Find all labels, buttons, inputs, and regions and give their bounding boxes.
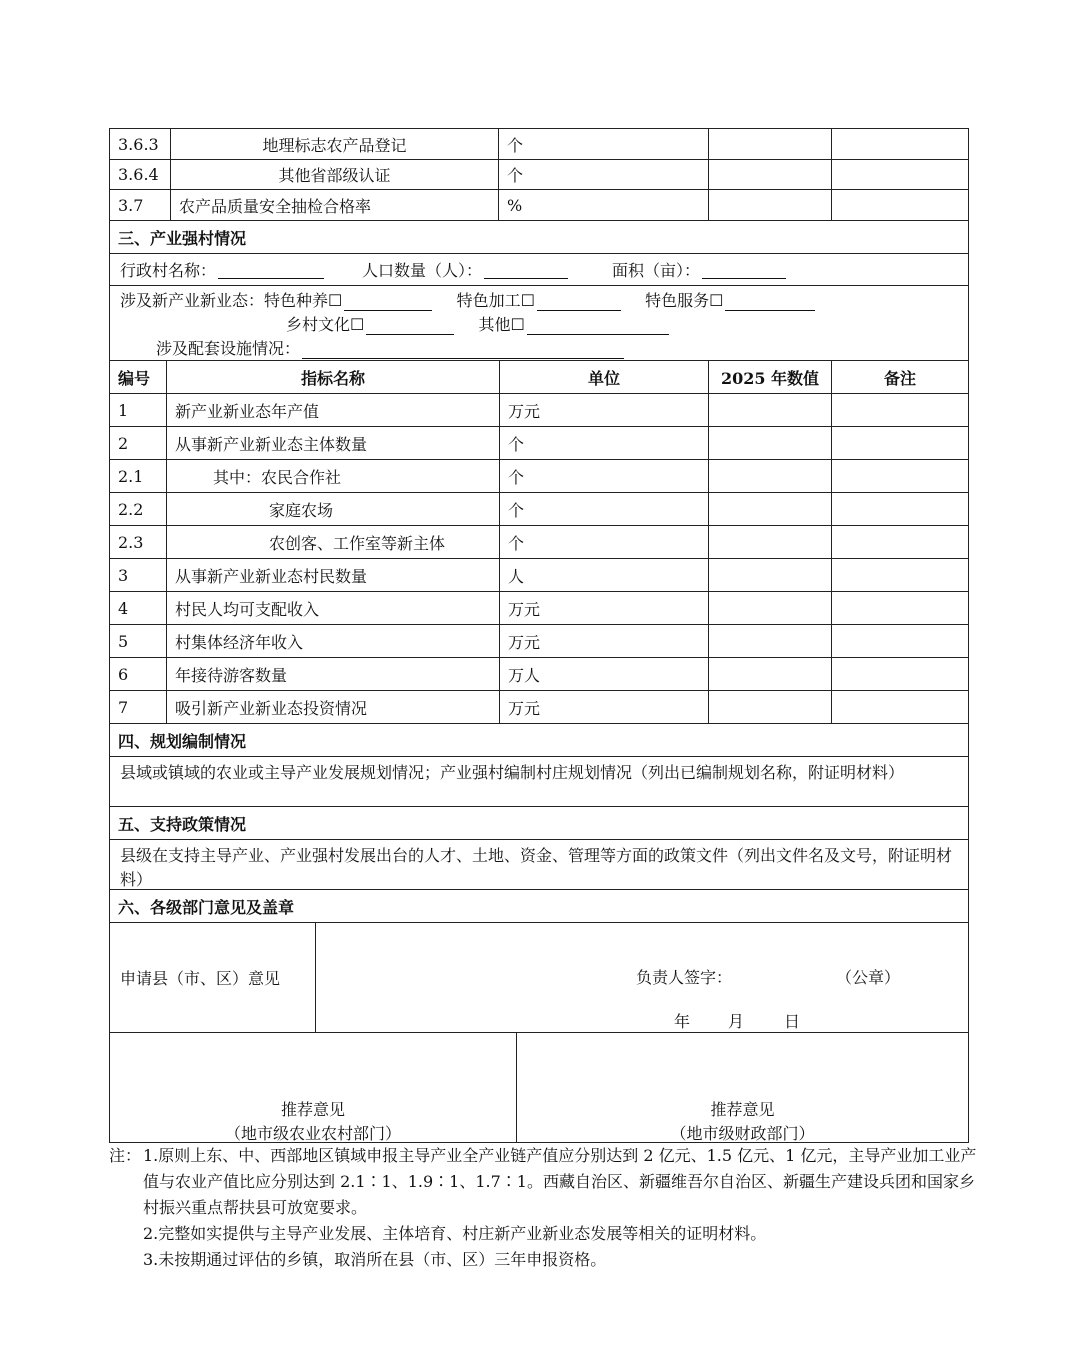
header-value: 2025 年数值 — [708, 361, 831, 393]
new-industry-block — [110, 286, 968, 361]
row-value[interactable] — [708, 559, 831, 591]
table-header — [110, 361, 968, 394]
row-unit: 个 — [499, 427, 708, 459]
row-value[interactable] — [708, 460, 831, 492]
row-note[interactable] — [831, 394, 968, 426]
section-title: 五、支持政策情况 — [118, 814, 247, 834]
row-value[interactable] — [708, 658, 831, 690]
header-code: 编号 — [118, 368, 151, 388]
date-year: 年 — [674, 1012, 691, 1031]
row-note[interactable] — [831, 526, 968, 558]
row-code: 7 — [118, 697, 129, 717]
row-value — [708, 160, 831, 189]
population-label: 人口数量（人）： — [362, 261, 483, 280]
row-note — [831, 160, 968, 189]
table-row — [110, 526, 968, 559]
facility-field[interactable] — [302, 340, 624, 359]
row-name: 农产品质量安全抽检合格率 — [170, 190, 498, 220]
processing-field[interactable] — [537, 292, 621, 311]
row-unit: 万元 — [499, 625, 708, 657]
section-4-header — [110, 724, 968, 757]
village-name-label: 行政村名称： — [120, 261, 217, 280]
row-value — [708, 190, 831, 220]
header-name: 指标名称 — [166, 361, 499, 393]
row-value[interactable] — [708, 427, 831, 459]
row-note[interactable] — [831, 559, 968, 591]
county-opinion-box[interactable] — [315, 923, 968, 1032]
row-unit: 万元 — [499, 394, 708, 426]
county-opinion-row — [110, 923, 968, 1033]
farming-field[interactable] — [344, 292, 432, 311]
section-text: 县域或镇域的农业或主导产业发展规划情况；产业强村编制村庄规划情况（列出已编制规划名称，附证明材料） — [120, 763, 905, 782]
row-name: 从事新产业新业态主体数量 — [166, 427, 499, 459]
section-title: 三、产业强村情况 — [118, 228, 247, 248]
table-row — [110, 427, 968, 460]
culture-field[interactable] — [366, 316, 454, 335]
row-note — [831, 190, 968, 220]
row-unit: 个 — [499, 526, 708, 558]
row-note[interactable] — [831, 592, 968, 624]
notes-label: 注： — [109, 1146, 142, 1165]
service-field[interactable] — [725, 292, 815, 311]
row-unit: % — [498, 190, 708, 220]
row-unit: 个 — [499, 493, 708, 525]
signature-label: 负责人签字： — [636, 968, 733, 987]
row-note[interactable] — [831, 658, 968, 690]
row-name: 其他省部级认证 — [170, 160, 498, 189]
row-name: 新产业新业态年产值 — [166, 394, 499, 426]
row-unit: 个 — [498, 129, 708, 159]
row-unit: 万元 — [499, 691, 708, 723]
row-unit: 万人 — [499, 658, 708, 690]
table-row — [110, 559, 968, 592]
row-code: 3 — [118, 565, 129, 585]
row-unit: 万元 — [499, 592, 708, 624]
opt-service[interactable]: 特色服务☐ — [645, 291, 724, 310]
table-row — [110, 129, 968, 160]
seal-label: （公章） — [836, 968, 901, 987]
row-unit: 个 — [498, 160, 708, 189]
row-code: 3.7 — [118, 195, 144, 215]
note-3: 3.未按期通过评估的乡镇，取消所在县（市、区）三年申报资格。 — [143, 1250, 607, 1269]
row-code: 1 — [118, 400, 129, 420]
table-row — [110, 691, 968, 724]
opt-processing[interactable]: 特色加工☐ — [456, 291, 535, 310]
row-name: 地理标志农产品登记 — [170, 129, 498, 159]
row-name: 村集体经济年收入 — [166, 625, 499, 657]
row-note[interactable] — [831, 427, 968, 459]
table-row — [110, 493, 968, 526]
note-2: 2.完整如实提供与主导产业发展、主体培育、村庄新产业新业态发展等相关的证明材料。 — [143, 1224, 767, 1243]
row-value[interactable] — [708, 526, 831, 558]
row-name: 吸引新产业新业态投资情况 — [166, 691, 499, 723]
county-opinion-label: 申请县（市、区）意见 — [120, 969, 281, 988]
notes — [109, 1143, 979, 1273]
section-text: 县级在支持主导产业、产业强村发展出台的人才、土地、资金、管理等方面的政策文件（列出文件名及文号，附证明材料） — [120, 846, 953, 889]
section-5-header — [110, 807, 968, 840]
row-note[interactable] — [831, 625, 968, 657]
area-label: 面积（亩）： — [612, 261, 701, 280]
row-note — [831, 129, 968, 159]
village-info-row — [110, 254, 968, 286]
row-code: 6 — [118, 664, 129, 684]
date-day: 日 — [784, 1012, 801, 1031]
rec2-dept: （地市级财政部门） — [670, 1124, 815, 1143]
table-row — [110, 394, 968, 427]
rec1-title: 推荐意见 — [280, 1100, 345, 1119]
header-note: 备注 — [831, 361, 968, 393]
opt-farming[interactable]: 特色种养☐ — [264, 291, 343, 310]
row-unit: 个 — [499, 460, 708, 492]
row-code: 2.3 — [118, 532, 144, 552]
agri-recommendation-box[interactable] — [110, 1033, 516, 1142]
rec1-dept: （地市级农业农村部门） — [224, 1124, 401, 1143]
table-row — [110, 460, 968, 493]
header-unit: 单位 — [499, 361, 708, 393]
row-code: 3.6.3 — [118, 134, 159, 154]
date-month: 月 — [728, 1012, 745, 1031]
row-note[interactable] — [831, 493, 968, 525]
section-title: 四、规划编制情况 — [118, 731, 247, 751]
opt-other[interactable]: 其他☐ — [478, 315, 525, 334]
table-row — [110, 592, 968, 625]
note-1: 1.原则上东、中、西部地区镇域申报主导产业全产业链产值应分别达到 2 亿元、1.5 亿元、1 亿元，主导产业加工业产值与农业产值比应分别达到 2.1∶1、1.9∶1、1.7∶1。西藏自治区、新疆维吾尔自治区、新疆生产建设兵团和国家乡村振兴重点帮扶县可放宽要求。 — [143, 1146, 977, 1217]
row-note[interactable] — [831, 460, 968, 492]
village-name-field[interactable] — [218, 260, 324, 279]
row-unit: 人 — [499, 559, 708, 591]
table-row — [110, 160, 968, 190]
row-value[interactable] — [708, 625, 831, 657]
row-code: 2 — [118, 433, 129, 453]
row-name: 农创客、工作室等新主体 — [166, 526, 499, 558]
facility-label: 涉及配套设施情况： — [156, 339, 301, 358]
table-row — [110, 190, 968, 221]
area-field[interactable] — [702, 260, 786, 279]
row-value — [708, 129, 831, 159]
finance-recommendation-box[interactable] — [516, 1033, 968, 1142]
table-row — [110, 658, 968, 691]
row-code: 3.6.4 — [118, 165, 159, 184]
row-name: 从事新产业新业态村民数量 — [166, 559, 499, 591]
section-6-header — [110, 890, 968, 923]
row-value[interactable] — [708, 592, 831, 624]
row-code: 2.1 — [118, 466, 144, 486]
other-field[interactable] — [527, 316, 669, 335]
section-title: 六、各级部门意见及盖章 — [118, 897, 295, 917]
row-code: 2.2 — [118, 499, 144, 519]
opt-culture[interactable]: 乡村文化☐ — [286, 315, 365, 334]
row-code: 4 — [118, 598, 129, 618]
row-value[interactable] — [708, 493, 831, 525]
row-name: 年接待游客数量 — [166, 658, 499, 690]
population-field[interactable] — [484, 260, 568, 279]
row-name: 其中：农民合作社 — [166, 460, 499, 492]
row-name: 村民人均可支配收入 — [166, 592, 499, 624]
recommendation-row — [110, 1033, 968, 1142]
row-value[interactable] — [708, 691, 831, 723]
row-value[interactable] — [708, 394, 831, 426]
application-table — [109, 128, 969, 1143]
section-3-header — [110, 221, 968, 254]
section-5-content — [110, 840, 968, 890]
table-row — [110, 625, 968, 658]
section-4-content — [110, 757, 968, 807]
row-code: 5 — [118, 631, 129, 651]
row-name: 家庭农场 — [166, 493, 499, 525]
rec2-title: 推荐意见 — [710, 1100, 775, 1119]
row-note[interactable] — [831, 691, 968, 723]
new-industry-label: 涉及新产业新业态： — [120, 291, 265, 310]
